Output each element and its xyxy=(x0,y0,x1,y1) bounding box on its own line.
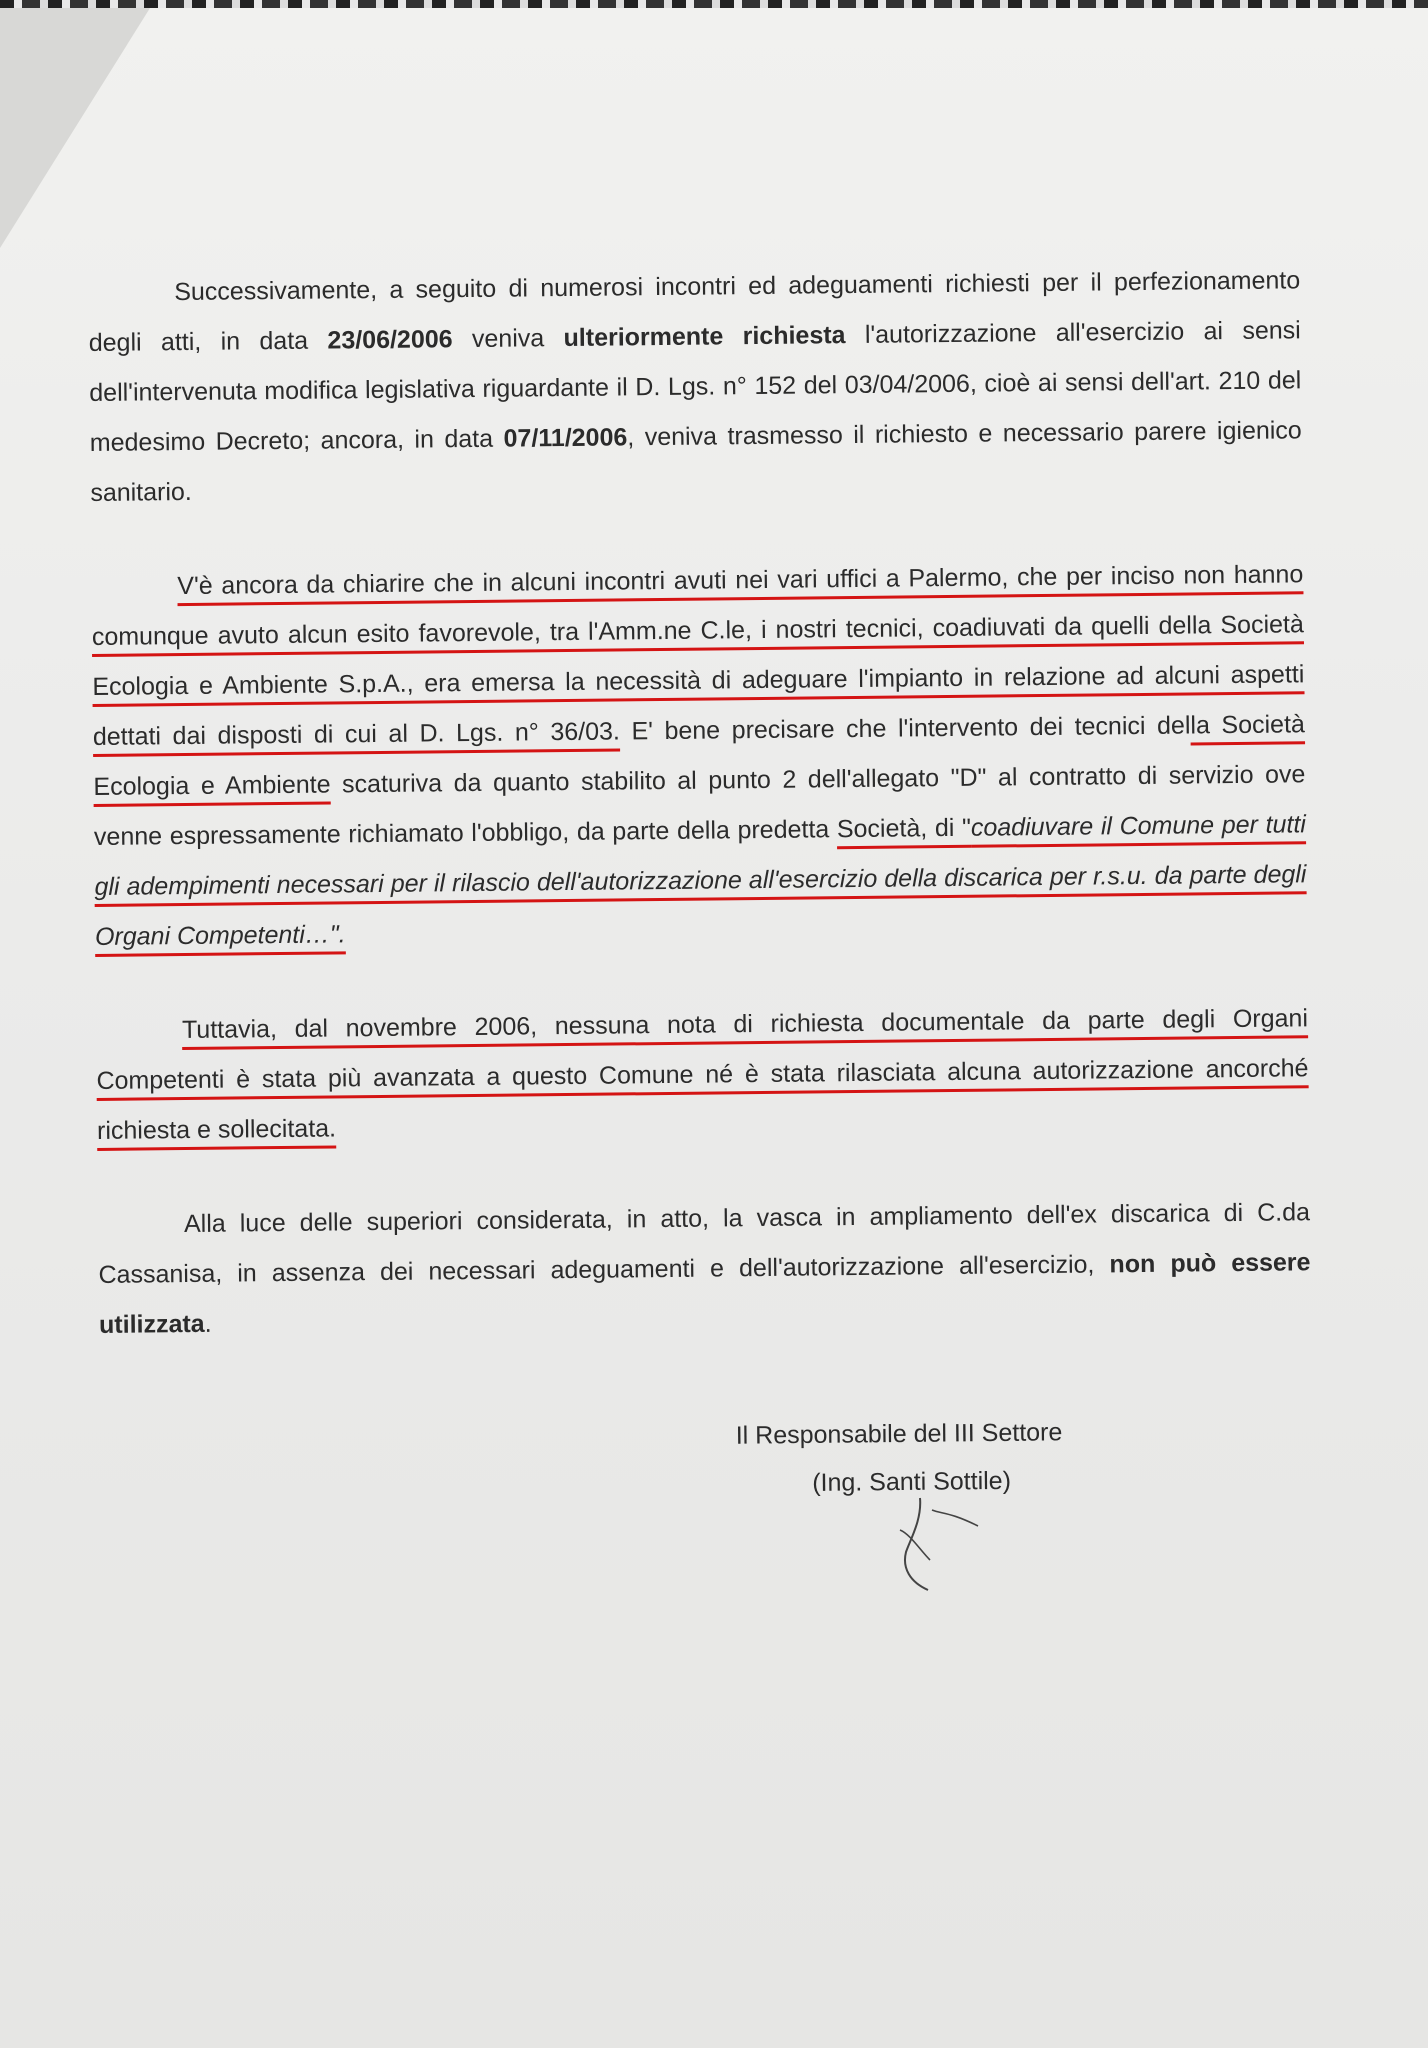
paragraph-2 xyxy=(91,549,1307,962)
underlined-italic-quote: coadiuvare il Comune per tutti gli adempimenti necessari per il rilascio dell'autorizzazione all'esercizio della discarica per r.s.u. da parte degli Organi Competenti…". xyxy=(94,810,1307,951)
text-span: , veniva trasmesso il richiesto e necessario parere igienico sanitario. xyxy=(90,416,1302,507)
text-span: Successivamente, a seguito di numerosi incontri ed adeguamenti richiesti per il perfezionamento degli atti, in data xyxy=(88,266,1301,357)
date-bold: 07/11/2006 xyxy=(503,423,628,453)
paragraph-1 xyxy=(88,255,1303,518)
handwritten-signature xyxy=(880,1490,990,1600)
folded-corner xyxy=(0,8,150,248)
text-span: Alla luce delle superiori considerata, in atto, la vasca in ampliamento dell'ex discarica di C.da Cassanisa, in assenza dei necessari adeguamenti e dell'autorizzazione all'esercizio, xyxy=(98,1198,1311,1289)
date-bold: 23/06/2006 xyxy=(327,325,453,355)
underlined-passage: Società, di " xyxy=(836,813,972,844)
text-span: l'autorizzazione all'esercizio ai sensi dell'intervenuta modifica legislativa riguardante il D. Lgs. n° 152 del 03/04/2006, cioè ai sensi dell'art. 210 del medesimo Decreto; ancora, in data xyxy=(89,316,1302,457)
text-span: veniva xyxy=(452,324,564,354)
text-span: scaturiva da quanto stabilito al punto 2 dell'allegato "D" al contratto di servizio ove venne espressamente richiamato l'obbligo, da parte della predetta xyxy=(93,760,1306,851)
document-body xyxy=(88,255,1312,1394)
underlined-passage: la Società Ecologia e Ambiente xyxy=(93,710,1306,801)
text-span: . xyxy=(204,1309,212,1338)
bold-conclusion: non può essere utilizzata xyxy=(98,1248,1311,1339)
underlined-passage: V'è ancora da chiarire che in alcuni incontri avuti nei vari uffici a Palermo, che per inciso non hanno comunque avuto alcun esito favorevole, tra l'Amm.ne C.le, i nostri tecnici, coadiuvati da quelli della Società Ecologia e Ambiente S.p.A., era emersa la necessità di adeguare l'impianto in relazione ad alcuni aspetti dettati dai disposti di cui al D. Lgs. n° 36/03. xyxy=(91,560,1305,751)
signatory-name: (Ing. Santi Sottile) xyxy=(812,1466,1012,1497)
bold-phrase: ulteriormente richiesta xyxy=(563,321,846,353)
text-span: E' bene precisare che l'intervento dei tecnici del xyxy=(619,711,1191,746)
signatory-role: Il Responsabile del III Settore xyxy=(735,1418,1063,1450)
paragraph-3 xyxy=(96,993,1310,1156)
underlined-passage: Tuttavia, dal novembre 2006, nessuna nota di richiesta documentale da parte degli Organi Competenti è stata più avanzata a questo Comune né è stata rilasciata alcuna autorizzazione ancorché richiesta e sollecitata. xyxy=(96,1004,1309,1145)
paragraph-4 xyxy=(98,1187,1312,1350)
